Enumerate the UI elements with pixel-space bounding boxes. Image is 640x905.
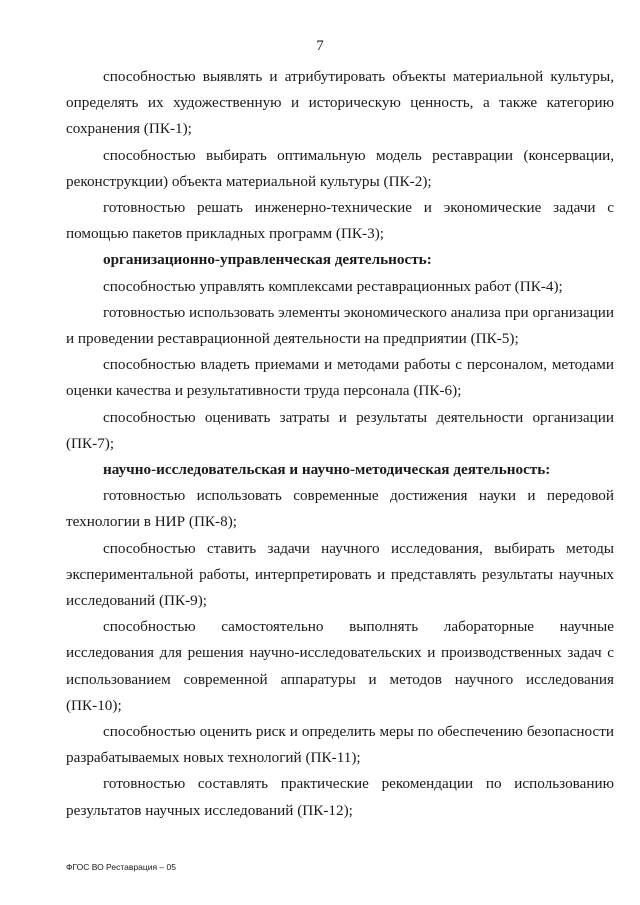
competency-pk-8: готовностью использовать современные достижения науки и передовой технологии в НИР (ПК-8); — [66, 487, 614, 531]
competency-pk-10: способностью самостоятельно выполнять лабораторные научные исследования для решения научно-исследовательских и производственных задач с использованием современной аппаратуры и методов научного исследования (ПК-10); — [66, 618, 614, 714]
competency-pk-4: способностью управлять комплексами реставрационных работ (ПК-4); — [103, 277, 563, 295]
section-heading-management: организационно-управленческая деятельность: — [103, 251, 432, 269]
section-heading-research: научно-исследовательская и научно-методическая деятельность: — [103, 461, 551, 479]
competency-pk-5: готовностью использовать элементы экономического анализа при организации и проведении реставрационной деятельности на предприятии (ПК-5); — [66, 303, 614, 348]
competency-pk-11: способностью оценить риск и определить меры по обеспечению безопасности разрабатываемых новых технологий (ПК-11); — [66, 723, 614, 767]
competency-pk-3: готовностью решать инженерно-технические и экономические задачи с помощью пакетов прикладных программ (ПК-3); — [66, 199, 614, 243]
competency-pk-7: способностью оценивать затраты и результаты деятельности организации (ПК-7); — [66, 408, 614, 452]
document-body — [66, 64, 614, 824]
competency-pk-9: способностью ставить задачи научного исследования, выбирать методы экспериментальной работы, интерпретировать и представлять результаты научных исследований (ПК-9); — [66, 539, 614, 610]
page-number: 7 — [316, 38, 324, 54]
competency-pk-2: способностью выбирать оптимальную модель реставрации (консервации, реконструкции) объекта материальной культуры (ПК-2); — [66, 146, 614, 190]
page-footer: ФГОС ВО Реставрация – 05 — [66, 862, 176, 872]
competency-pk-6: способностью владеть приемами и методами работы с персоналом, методами оценки качества и результативности труда персонала (ПК-6); — [66, 356, 614, 400]
competency-pk-1: способностью выявлять и атрибутировать объекты материальной культуры, определять их художественную и историческую ценность, а также категорию сохранения (ПК-1); — [66, 68, 614, 138]
competency-pk-12: готовностью составлять практические рекомендации по использованию результатов научных исследований (ПК-12); — [66, 775, 614, 819]
